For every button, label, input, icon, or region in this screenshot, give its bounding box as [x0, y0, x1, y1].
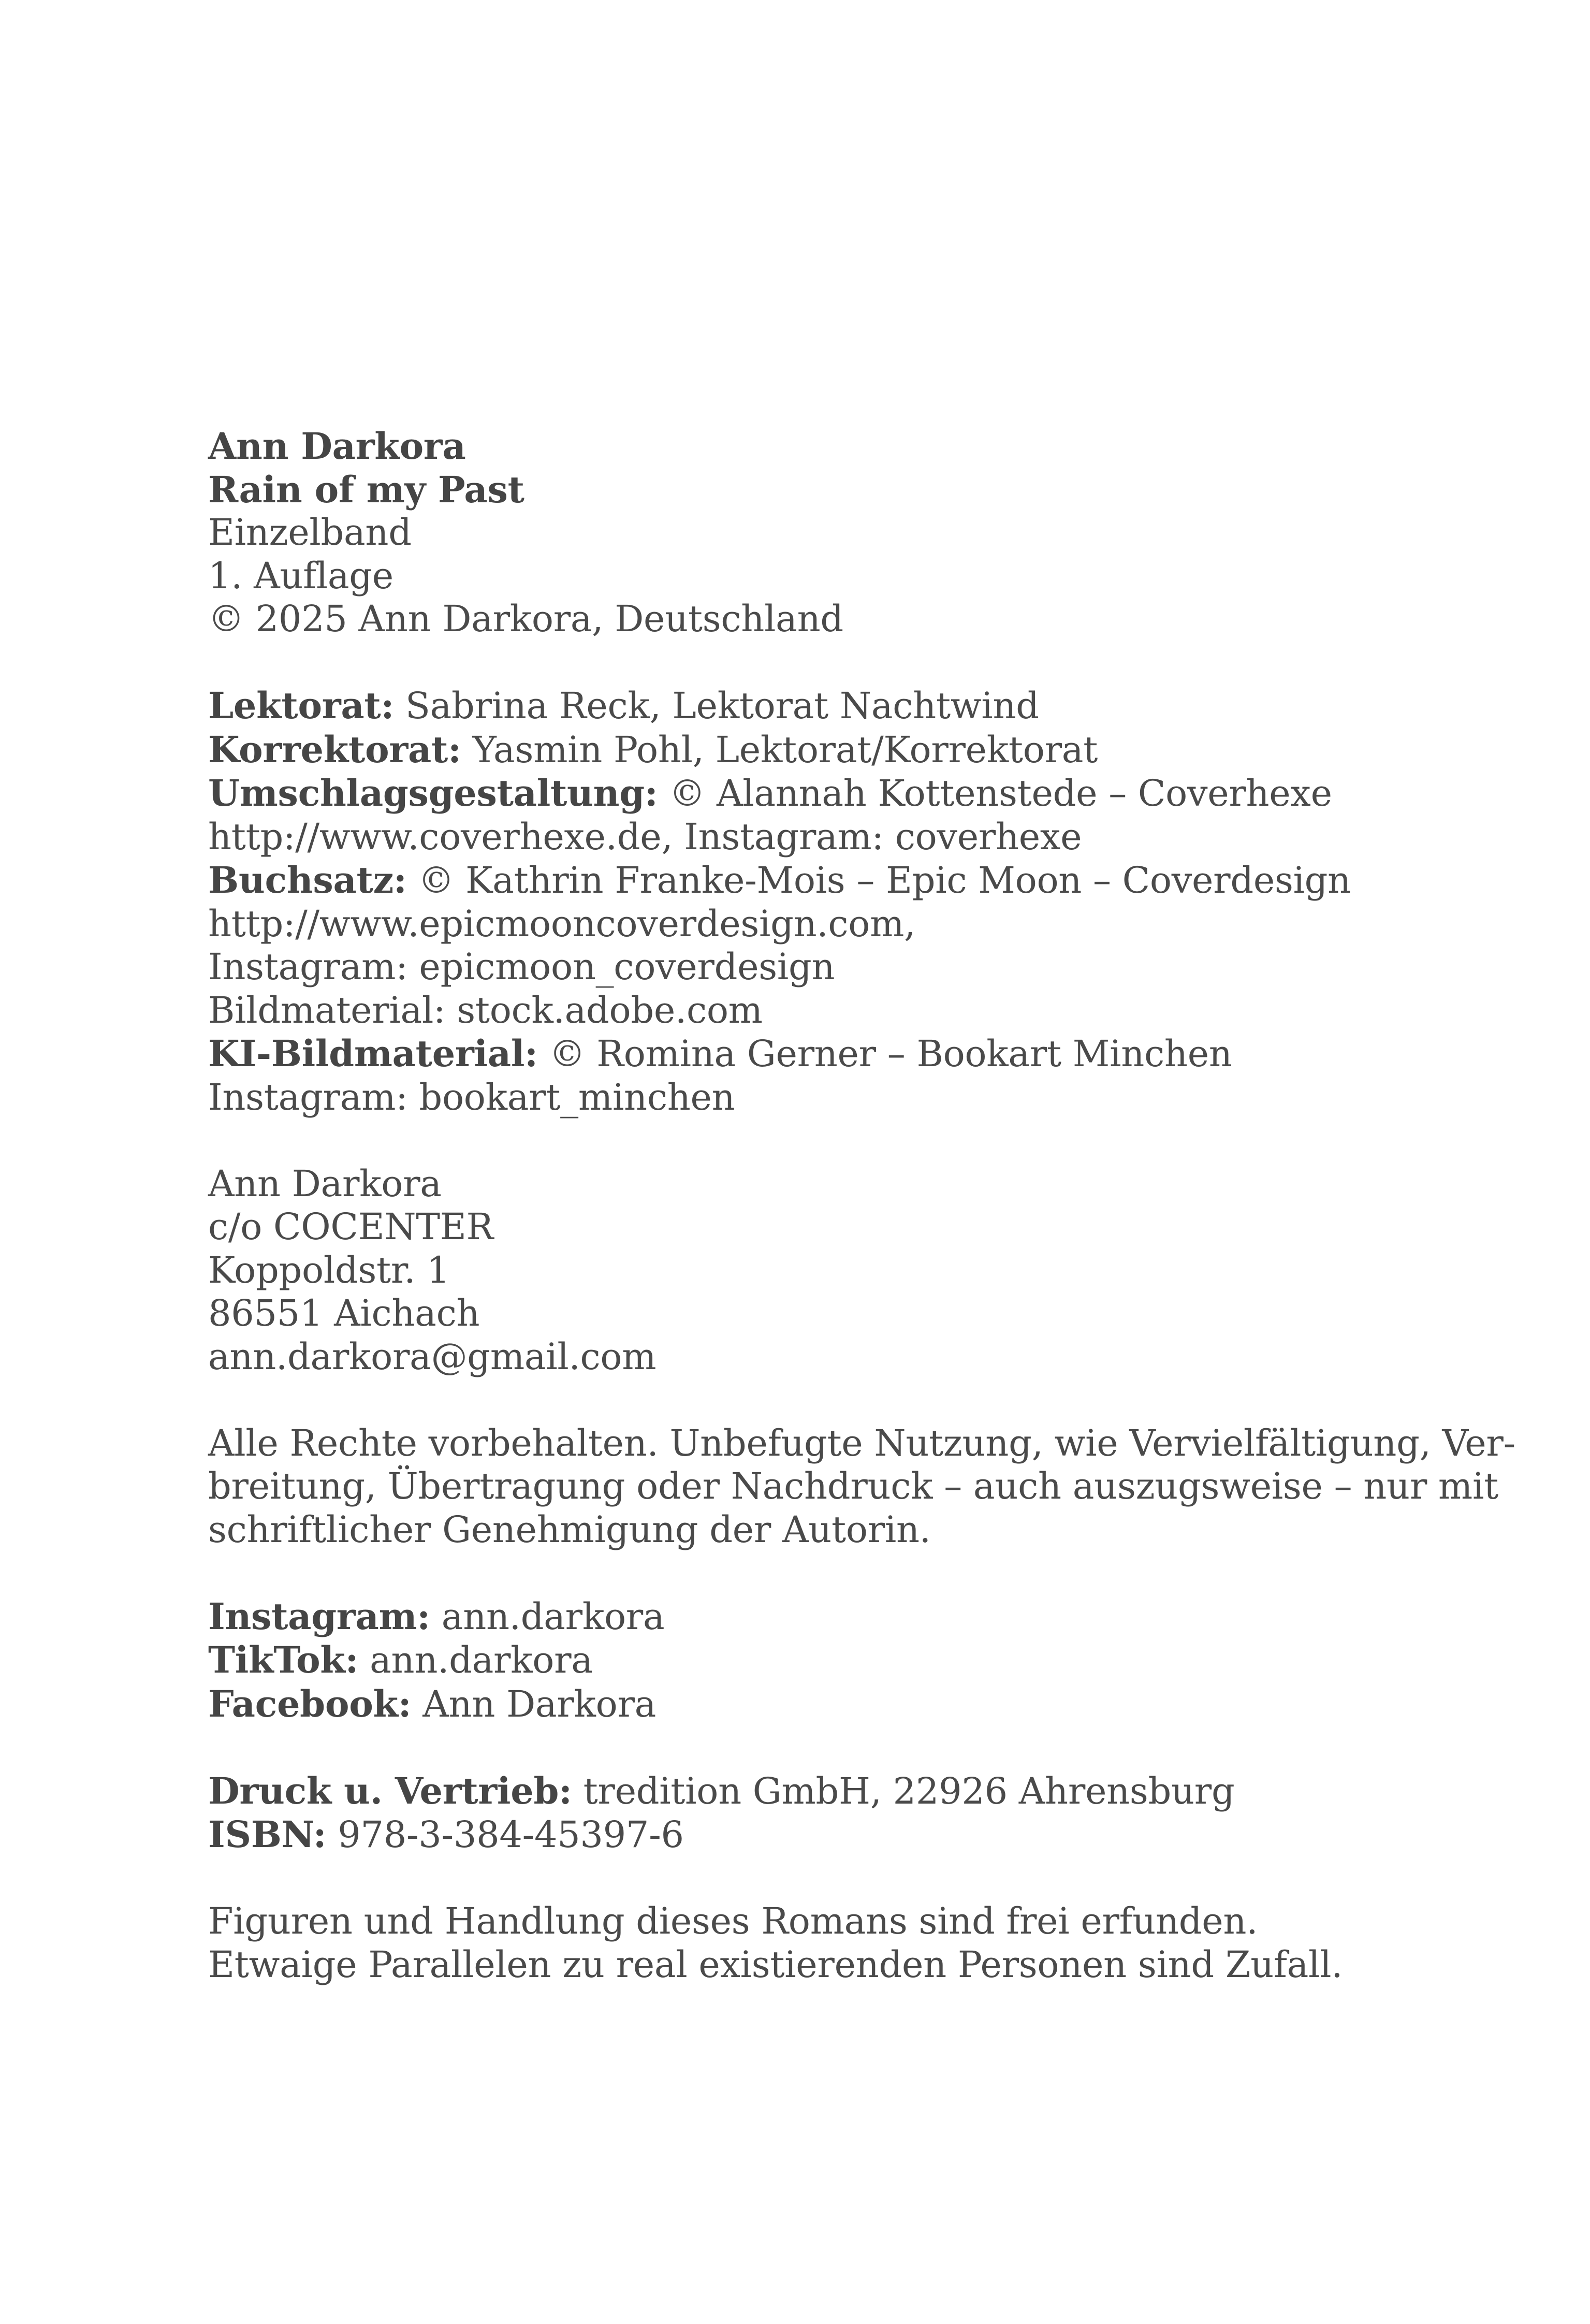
address-section [208, 1163, 1399, 1379]
umschlag-links: http://www.coverhexe.de, Instagram: coverhexe [208, 815, 1082, 858]
author-name: Ann Darkora [208, 425, 466, 468]
book-title: Rain of my Past [208, 468, 524, 511]
copyright-line: © 2025 Ann Darkora, Deutschland [208, 598, 843, 640]
ki-bildmaterial-value: © Romina Gerner – Bookart Minchen [537, 1033, 1232, 1075]
series-info: Einzelband [208, 511, 412, 554]
facebook-label: Facebook: [208, 1682, 412, 1725]
facebook-line [208, 1682, 1399, 1726]
facebook-value: Ann Darkora [411, 1682, 657, 1725]
book-header [208, 425, 1399, 641]
tiktok-value: ann.darkora [358, 1639, 593, 1681]
address-co: c/o COCENTER [208, 1205, 493, 1248]
ki-bildmaterial-label: KI-Bildmaterial: [208, 1032, 538, 1075]
bildmaterial-line: Bildmaterial: stock.adobe.com [208, 989, 763, 1032]
instagram-value: ann.darkora [430, 1595, 665, 1638]
credits-section [208, 684, 1399, 1119]
address-email: ann.darkora@gmail.com [208, 1335, 657, 1378]
druck-label: Druck u. Vertrieb: [208, 1769, 572, 1812]
umschlag-line [208, 772, 1399, 816]
print-section [208, 1769, 1399, 1857]
rights-section [208, 1421, 1515, 1552]
edition-info: 1. Auflage [208, 554, 393, 597]
korrektorat-line [208, 728, 1399, 772]
address-city: 86551 Aichach [208, 1292, 480, 1334]
instagram-line [208, 1595, 1399, 1639]
druck-value: tredition GmbH, 22926 Ahrensburg [572, 1769, 1235, 1812]
ki-bildmaterial-line [208, 1032, 1399, 1076]
buchsatz-url: http://www.epicmooncoverdesign.com, [208, 902, 916, 945]
buchsatz-line [208, 859, 1399, 903]
isbn-line [208, 1813, 1399, 1857]
tiktok-label: TikTok: [208, 1638, 359, 1681]
isbn-label: ISBN: [208, 1813, 327, 1856]
disclaimer-line-2: Etwaige Parallelen zu real existierenden Personen sind Zufall. [208, 1943, 1343, 1986]
rights-line-3: schriftlicher Genehmigung der Autorin. [208, 1508, 931, 1551]
buchsatz-instagram: Instagram: epicmoon_coverdesign [208, 946, 835, 988]
lektorat-line [208, 684, 1399, 728]
imprint-page [208, 425, 1515, 1986]
rights-line-2: breitung, Übertragung oder Nachdruck – auch auszugsweise – nur mit [208, 1465, 1498, 1507]
address-street: Koppoldstr. 1 [208, 1248, 450, 1291]
korrektorat-label: Korrektorat: [208, 728, 461, 771]
druck-line [208, 1769, 1399, 1813]
address-name: Ann Darkora [208, 1162, 442, 1205]
umschlag-label: Umschlagsgestaltung: [208, 772, 658, 815]
korrektorat-value: Yasmin Pohl, Lektorat/Korrektorat [461, 728, 1098, 771]
tiktok-line [208, 1638, 1399, 1682]
rights-line-1: Alle Rechte vorbehalten. Unbefugte Nutzung, wie Vervielfältigung, Ver- [208, 1421, 1515, 1464]
disclaimer-section [208, 1900, 1399, 1986]
disclaimer-line-1: Figuren und Handlung dieses Romans sind frei erfunden. [208, 1900, 1258, 1942]
buchsatz-value: © Kathrin Franke-Mois – Epic Moon – Coverdesign [406, 859, 1351, 902]
umschlag-value: © Alannah Kottenstede – Coverhexe [658, 772, 1332, 815]
buchsatz-label: Buchsatz: [208, 859, 407, 902]
social-section [208, 1595, 1399, 1726]
ki-instagram: Instagram: bookart_minchen [208, 1076, 735, 1119]
isbn-value: 978-3-384-45397-6 [326, 1813, 684, 1856]
lektorat-value: Sabrina Reck, Lektorat Nachtwind [394, 685, 1039, 727]
instagram-label: Instagram: [208, 1594, 430, 1638]
lektorat-label: Lektorat: [208, 684, 394, 727]
